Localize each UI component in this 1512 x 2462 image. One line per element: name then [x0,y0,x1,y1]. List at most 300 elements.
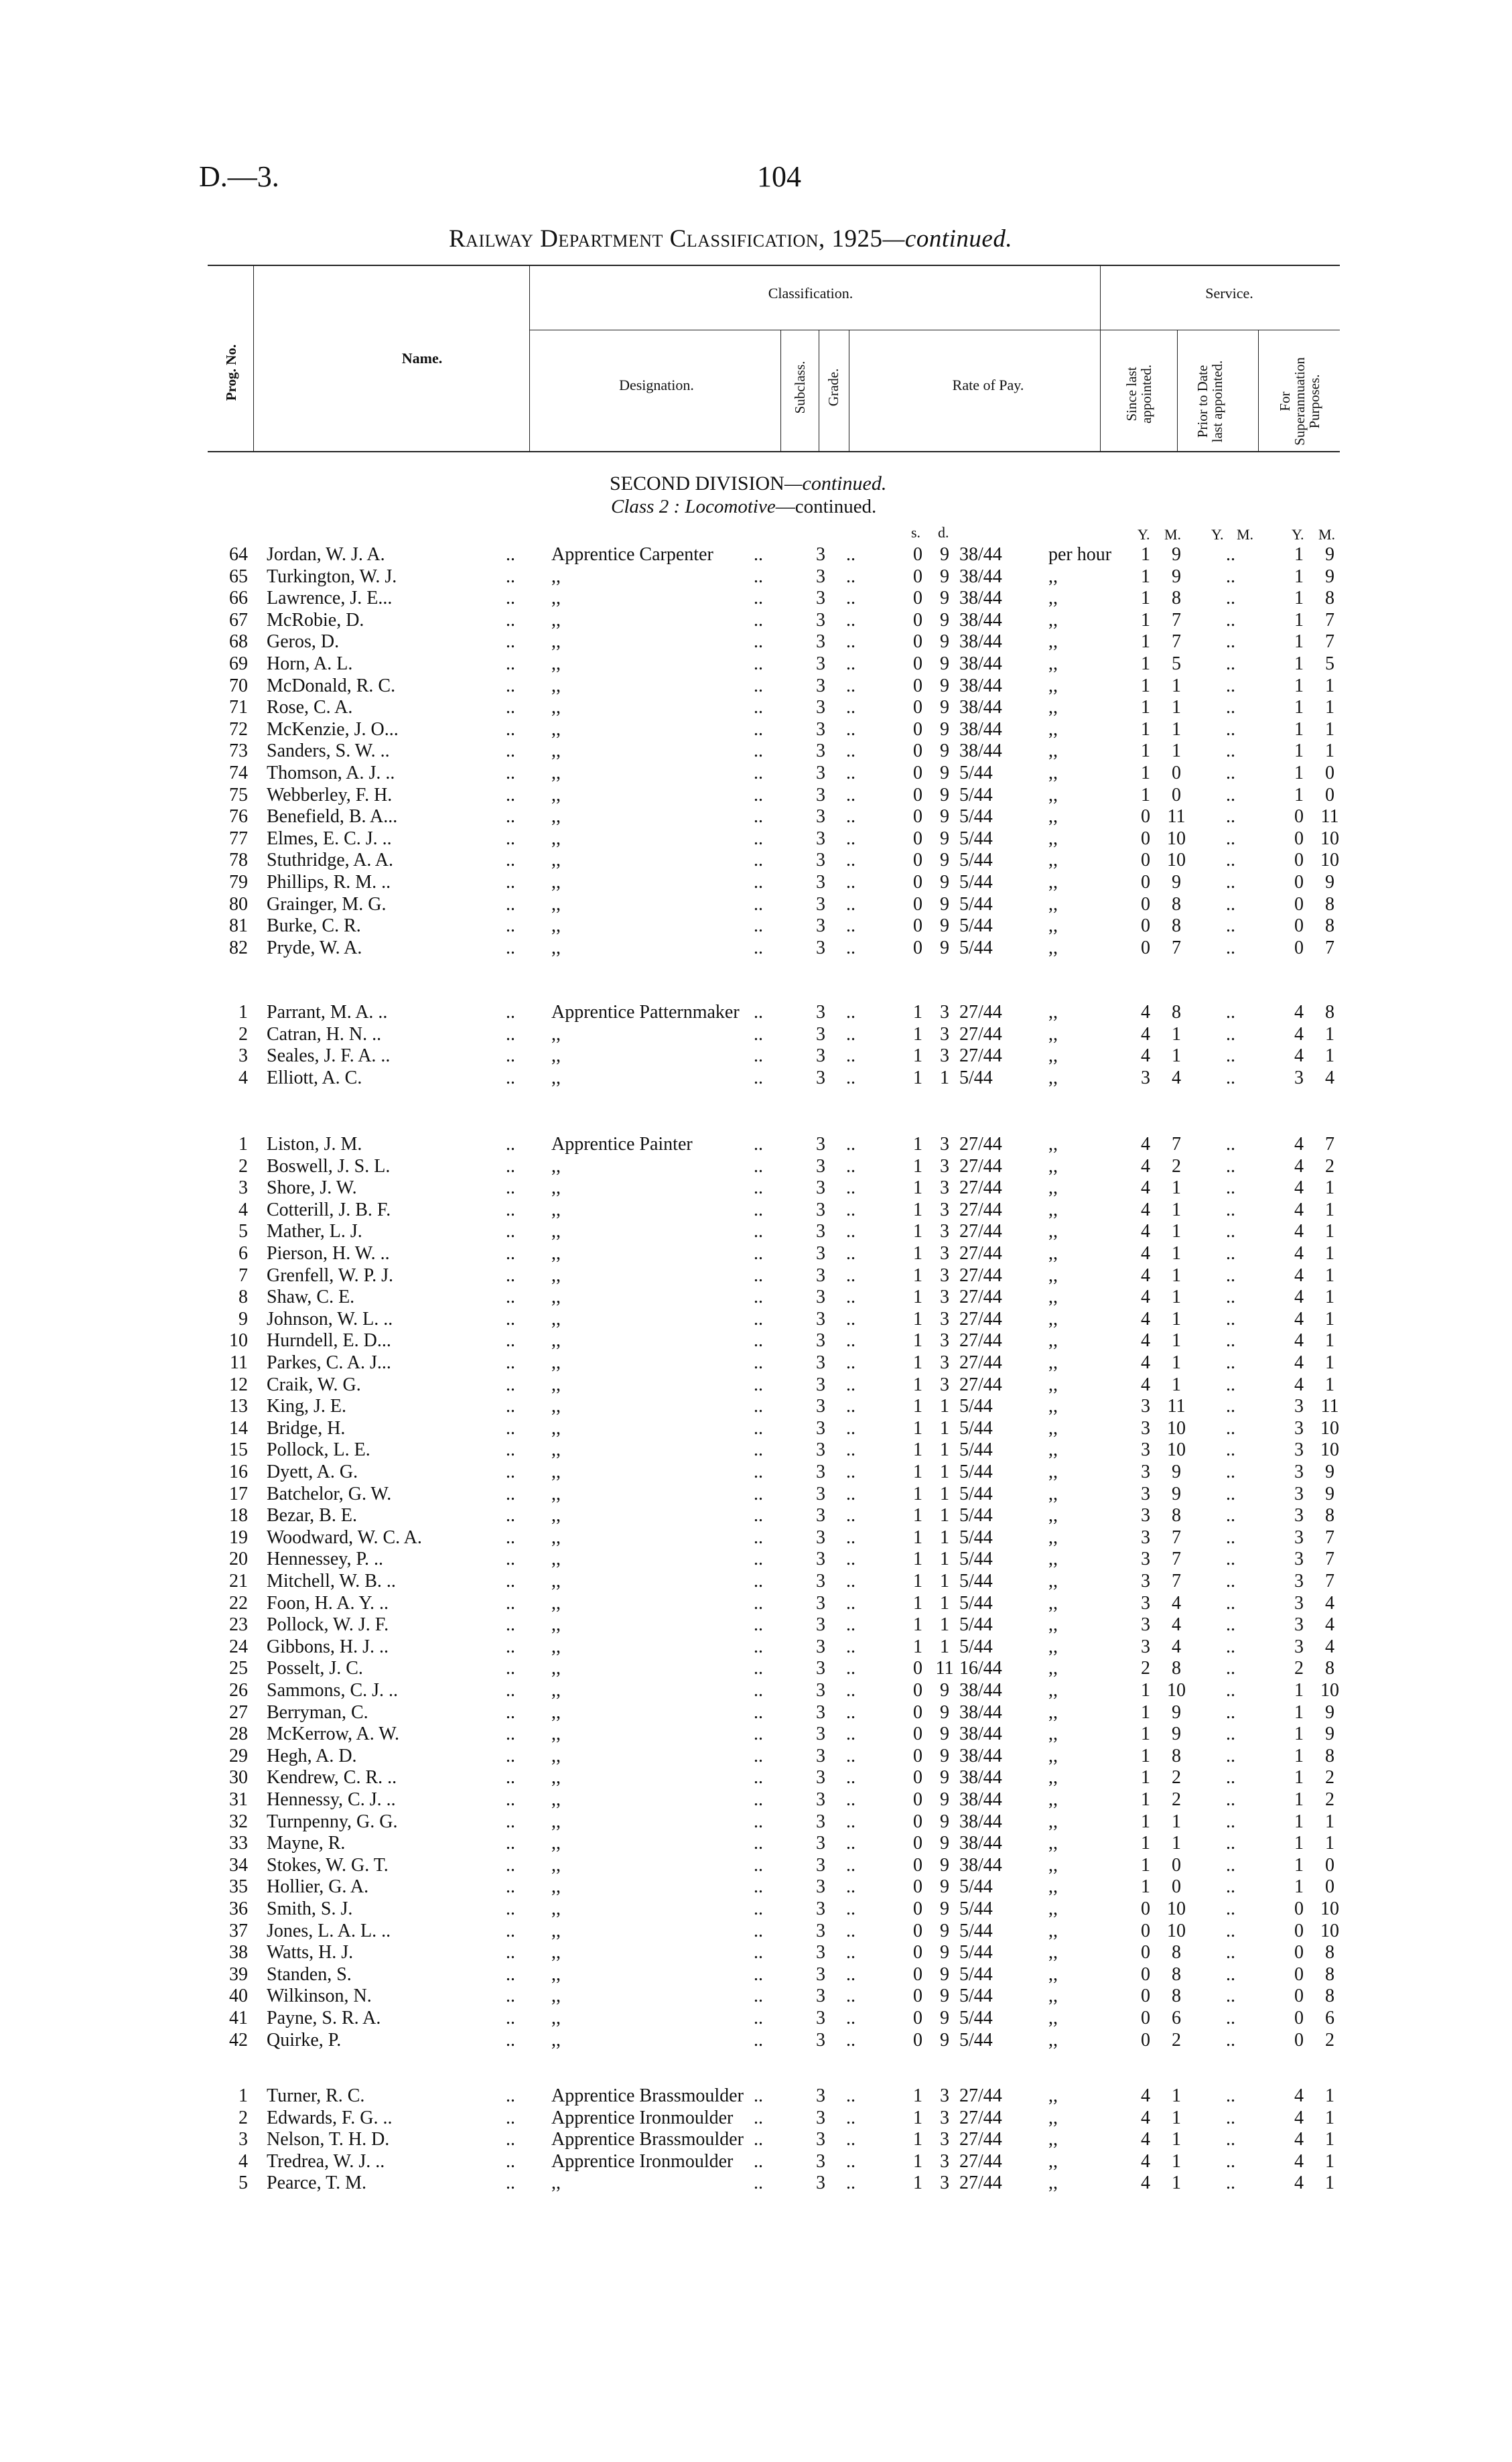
header-designation: Designation. [619,377,694,393]
cell-rate-fraction: 27/44 [959,1265,1002,1286]
cell-since-months: 9 [1172,1724,1181,1745]
cell-rate-pence: 3 [940,2129,949,2150]
table-row [0,1462,1512,1484]
cell-since-months: 8 [1172,1658,1181,1679]
cell-rate-shillings: 0 [913,784,922,805]
leader-dots: .. [754,1571,763,1592]
cell-rate-shillings: 0 [913,2008,922,2028]
cell-designation: ,, [551,850,561,871]
cell-designation: ,, [551,1505,561,1527]
cell-prog-no: 67 [229,609,248,631]
leader-dots: .. [1226,2173,1235,2194]
cell-since-years: 4 [1141,1287,1150,1308]
cell-super-months: 2 [1325,1155,1334,1177]
cell-prog-no: 16 [229,1462,248,1482]
cell-rate-pence: 3 [940,1221,949,1242]
cell-rate-fraction: 5/44 [959,1417,993,1439]
cell-rate-fraction: 5/44 [959,828,993,849]
leader-dots: .. [506,1243,515,1264]
cell-rate-fraction: 5/44 [959,806,993,828]
cell-super-months: 5 [1325,653,1334,674]
table-row [0,740,1512,763]
leader-dots: .. [754,631,763,653]
cell-rate-per: ,, [1048,915,1058,937]
cell-super-months: 7 [1325,1527,1334,1548]
cell-rate-fraction: 27/44 [959,1374,1002,1395]
leader-dots: .. [506,1592,515,1614]
cell-rate-shillings: 1 [913,1505,922,1527]
cell-rate-fraction: 5/44 [959,1483,993,1504]
cell-super-years: 1 [1294,653,1304,674]
cell-rate-fraction: 16/44 [959,1658,1002,1679]
cell-rate-pence: 9 [940,1920,949,1941]
leader-dots: .. [506,1330,515,1352]
cell-since-years: 1 [1141,588,1150,609]
table-row [0,1287,1512,1309]
cell-prog-no: 23 [229,1614,248,1636]
cell-subclass: 3 [816,653,825,674]
cell-super-years: 4 [1294,1134,1304,1155]
table-row [0,1243,1512,1265]
leader-dots: .. [1226,1221,1235,1242]
leader-dots: .. [754,1986,763,2007]
cell-subclass: 3 [816,1287,825,1308]
cell-super-months: 7 [1325,1134,1334,1155]
table-row [0,1045,1512,1067]
cell-rate-per: ,, [1048,718,1058,740]
leader-dots: .. [846,1789,855,1810]
cell-name: Shaw, C. E. [267,1287,355,1308]
cell-rate-fraction: 5/44 [959,1527,993,1548]
leader-dots: .. [1226,784,1235,805]
leader-dots: .. [506,937,515,958]
cell-since-months: 4 [1172,1067,1181,1088]
cell-subclass: 3 [816,697,825,718]
leader-dots: .. [1226,1636,1235,1657]
cell-subclass: 3 [816,566,825,587]
leader-dots: .. [506,1680,515,1701]
cell-designation: ,, [551,1527,561,1548]
leader-dots: .. [506,1854,515,1876]
leader-dots: .. [846,1374,855,1395]
cell-rate-shillings: 0 [913,763,922,783]
cell-since-months: 8 [1172,1505,1181,1527]
cell-rate-shillings: 0 [913,828,922,849]
cell-rate-fraction: 27/44 [959,1177,1002,1199]
cell-super-months: 4 [1325,1067,1334,1088]
cell-super-years: 1 [1294,1767,1304,1789]
cell-designation: ,, [551,1396,561,1417]
leader-dots: .. [754,1636,763,1657]
leader-dots: .. [754,675,763,696]
table-row [0,1330,1512,1352]
cell-designation: ,, [551,1265,561,1286]
cell-designation: ,, [551,1963,561,1985]
cell-subclass: 3 [816,1265,825,1286]
cell-super-years: 0 [1294,1898,1304,1919]
cell-name: Edwards, F. G. .. [267,2107,393,2128]
cell-designation: ,, [551,1724,561,1745]
leader-dots: .. [846,1636,855,1657]
leader-dots: .. [754,850,763,871]
cell-subclass: 3 [816,718,825,740]
cell-rate-pence: 3 [940,1199,949,1220]
cell-prog-no: 81 [229,915,248,937]
cell-designation: ,, [551,1067,561,1088]
cell-prog-no: 8 [238,1287,248,1308]
leader-dots: .. [846,1505,855,1527]
header-since-last: Since last appointed. [1123,364,1154,424]
cell-super-years: 3 [1294,1571,1304,1592]
cell-rate-pence: 3 [940,2150,949,2172]
cell-rate-fraction: 5/44 [959,2008,993,2028]
leader-dots: .. [506,1767,515,1789]
leader-dots: .. [846,1265,855,1286]
leader-dots: .. [846,1352,855,1373]
cell-designation: ,, [551,1023,561,1045]
cell-rate-shillings: 1 [913,2107,922,2128]
cell-rate-per: ,, [1048,1963,1058,1985]
leader-dots: .. [754,1527,763,1548]
cell-rate-fraction: 27/44 [959,1221,1002,1242]
leader-dots: .. [1226,1592,1235,1614]
cell-rate-fraction: 27/44 [959,2150,1002,2172]
cell-subclass: 3 [816,1876,825,1898]
cell-since-years: 4 [1141,1002,1150,1023]
cell-rate-per: ,, [1048,1854,1058,1876]
leader-dots: .. [846,1963,855,1985]
cell-since-years: 0 [1141,1920,1150,1941]
cell-since-months: 1 [1172,1352,1181,1373]
cell-rate-fraction: 27/44 [959,1155,1002,1177]
cell-subclass: 3 [816,937,825,958]
cell-name: Hegh, A. D. [267,1745,357,1766]
cell-rate-pence: 9 [940,588,949,609]
cell-since-months: 1 [1172,1833,1181,1854]
cell-rate-shillings: 0 [913,566,922,587]
leader-dots: .. [1226,872,1235,893]
cell-rate-shillings: 0 [913,1986,922,2007]
leader-dots: .. [1226,806,1235,828]
cell-rate-fraction: 38/44 [959,566,1002,587]
cell-designation: ,, [551,653,561,674]
cell-super-months: 8 [1325,1963,1334,1985]
leader-dots: .. [754,1898,763,1919]
cell-name: Hurndell, E. D... [267,1330,391,1352]
cell-super-months: 4 [1325,1592,1334,1614]
cell-designation: ,, [551,1155,561,1177]
leader-dots: .. [846,675,855,696]
leader-dots: .. [1226,653,1235,674]
cell-subclass: 3 [816,1396,825,1417]
cell-since-years: 1 [1141,1701,1150,1723]
leader-dots: .. [846,2008,855,2028]
cell-subclass: 3 [816,1854,825,1876]
cell-designation: ,, [551,1767,561,1789]
cell-rate-per: ,, [1048,2008,1058,2028]
cell-prog-no: 66 [229,588,248,609]
cell-rate-fraction: 27/44 [959,2107,1002,2128]
cell-super-months: 1 [1325,2150,1334,2172]
cell-super-years: 1 [1294,763,1304,783]
cell-super-months: 9 [1325,872,1334,893]
cell-subclass: 3 [816,1439,825,1461]
cell-designation: ,, [551,1701,561,1723]
cell-rate-per: ,, [1048,1023,1058,1045]
cell-super-years: 0 [1294,937,1304,958]
cell-rate-pence: 9 [940,1789,949,1810]
cell-subclass: 3 [816,1920,825,1941]
cell-name: Parrant, M. A. .. [267,1002,388,1023]
leader-dots: .. [1226,1199,1235,1220]
cell-designation: ,, [551,872,561,893]
leader-dots: .. [1226,1571,1235,1592]
cell-super-months: 8 [1325,1505,1334,1527]
class-label: Class 2 : [611,496,681,517]
cell-name: Cotterill, J. B. F. [267,1199,391,1220]
cell-since-months: 7 [1172,1571,1181,1592]
cell-name: Smith, S. J. [267,1898,353,1919]
leader-dots: .. [506,1155,515,1177]
cell-name: Johnson, W. L. .. [267,1308,393,1330]
unit-months-prior: M. [1237,526,1254,543]
leader-dots: .. [506,1549,515,1570]
leader-dots: .. [754,1417,763,1439]
cell-super-years: 1 [1294,784,1304,805]
cell-designation: ,, [551,1177,561,1199]
cell-since-months: 1 [1172,740,1181,762]
cell-designation: ,, [551,609,561,631]
cell-rate-pence: 9 [940,806,949,828]
leader-dots: .. [846,1876,855,1898]
cell-since-years: 4 [1141,1352,1150,1373]
leader-dots: .. [846,1462,855,1482]
cell-since-months: 9 [1172,1483,1181,1504]
cell-since-months: 1 [1172,675,1181,696]
leader-dots: .. [1226,2150,1235,2172]
table-row [0,2173,1512,2195]
leader-dots: .. [846,1658,855,1679]
cell-rate-shillings: 1 [913,1636,922,1657]
leader-dots: .. [754,1308,763,1330]
page-title [449,224,1012,253]
cell-name: Dyett, A. G. [267,1462,358,1482]
cell-name: Hollier, G. A. [267,1876,369,1898]
cell-designation: ,, [551,1462,561,1482]
cell-super-months: 2 [1325,1767,1334,1789]
cell-rate-shillings: 1 [913,1614,922,1636]
cell-name: Stuthridge, A. A. [267,850,394,871]
leader-dots: .. [506,1023,515,1045]
cell-super-months: 10 [1320,1920,1339,1941]
cell-rate-pence: 9 [940,915,949,937]
cell-since-months: 7 [1172,937,1181,958]
cell-super-months: 1 [1325,697,1334,718]
cell-name: Berryman, C. [267,1701,368,1723]
leader-dots: .. [846,828,855,849]
leader-dots: .. [754,718,763,740]
cell-since-years: 1 [1141,631,1150,653]
cell-subclass: 3 [816,850,825,871]
cell-super-months: 1 [1325,1221,1334,1242]
cell-rate-per: ,, [1048,1134,1058,1155]
cell-super-months: 8 [1325,1002,1334,1023]
cell-prog-no: 22 [229,1592,248,1614]
cell-since-years: 4 [1141,1045,1150,1067]
cell-name: Phillips, R. M. .. [267,872,391,893]
cell-super-months: 1 [1325,1199,1334,1220]
cell-rate-pence: 9 [940,1986,949,2007]
leader-dots: .. [754,1221,763,1242]
cell-designation: ,, [551,1221,561,1242]
cell-since-years: 3 [1141,1527,1150,1548]
leader-dots: .. [506,1701,515,1723]
leader-dots: .. [1226,763,1235,783]
leader-dots: .. [754,1155,763,1177]
cell-rate-fraction: 27/44 [959,1045,1002,1067]
leader-dots: .. [846,1614,855,1636]
cell-rate-fraction: 5/44 [959,1963,993,1985]
cell-subclass: 3 [816,1002,825,1023]
leader-dots: .. [846,2107,855,2128]
cell-prog-no: 15 [229,1439,248,1461]
cell-since-years: 4 [1141,1308,1150,1330]
cell-designation: ,, [551,1614,561,1636]
leader-dots: .. [754,1724,763,1745]
cell-super-years: 0 [1294,915,1304,937]
table-row [0,631,1512,653]
cell-designation: ,, [551,1789,561,1810]
leader-dots: .. [1226,1134,1235,1155]
cell-super-months: 1 [1325,1352,1334,1373]
cell-name: Pearce, T. M. [267,2173,367,2194]
cell-super-months: 1 [1325,1243,1334,1264]
leader-dots: .. [506,1811,515,1832]
cell-since-months: 1 [1172,1177,1181,1199]
leader-dots: .. [754,1045,763,1067]
leader-dots: .. [754,2173,763,2194]
cell-name: Gibbons, H. J. .. [267,1636,389,1657]
cell-rate-pence: 11 [935,1658,954,1679]
leader-dots: .. [846,1986,855,2007]
leader-dots: .. [506,566,515,587]
table-row [0,1636,1512,1659]
cell-subclass: 3 [816,1221,825,1242]
cell-rate-pence: 1 [940,1439,949,1461]
cell-rate-per: ,, [1048,1308,1058,1330]
leader-dots: .. [506,784,515,805]
cell-name: Turner, R. C. [267,2085,365,2106]
leader-dots: .. [1226,1680,1235,1701]
leader-dots: .. [846,718,855,740]
cell-since-years: 1 [1141,1789,1150,1810]
cell-rate-per: ,, [1048,1789,1058,1810]
leader-dots: .. [846,1767,855,1789]
cell-prog-no: 29 [229,1745,248,1766]
cell-subclass: 3 [816,1658,825,1679]
leader-dots: .. [506,915,515,937]
cell-super-years: 3 [1294,1439,1304,1461]
cell-since-months: 1 [1172,2173,1181,2194]
table-row [0,697,1512,719]
leader-dots: .. [1226,1023,1235,1045]
cell-prog-no: 34 [229,1854,248,1876]
leader-dots: .. [1226,1614,1235,1636]
cell-since-months: 1 [1172,1199,1181,1220]
leader-dots: .. [846,1833,855,1854]
cell-since-years: 3 [1141,1439,1150,1461]
cell-designation: ,, [551,1199,561,1220]
cell-rate-fraction: 38/44 [959,1745,1002,1766]
cell-rate-pence: 3 [940,1023,949,1045]
cell-name: Bezar, B. E. [267,1505,357,1527]
cell-super-years: 4 [1294,1374,1304,1395]
cell-super-years: 3 [1294,1614,1304,1636]
cell-prog-no: 4 [238,1067,248,1088]
cell-subclass: 3 [816,2129,825,2150]
leader-dots: .. [1226,1527,1235,1548]
table-row [0,1374,1512,1397]
cell-since-years: 3 [1141,1417,1150,1439]
cell-since-months: 0 [1172,1854,1181,1876]
cell-name: Geros, D. [267,631,340,653]
cell-name: Webberley, F. H. [267,784,393,805]
cell-super-years: 4 [1294,1287,1304,1308]
leader-dots: .. [1226,1352,1235,1373]
table-row [0,2129,1512,2151]
table-row [0,937,1512,960]
cell-name: Kendrew, C. R. .. [267,1767,397,1789]
cell-prog-no: 64 [229,544,248,565]
cell-rate-per: ,, [1048,609,1058,631]
cell-since-years: 0 [1141,2029,1150,2051]
cell-subclass: 3 [816,915,825,937]
cell-since-years: 0 [1141,1942,1150,1963]
cell-super-years: 1 [1294,1854,1304,1876]
cell-since-years: 4 [1141,1199,1150,1220]
cell-rate-pence: 3 [940,1352,949,1373]
cell-subclass: 3 [816,675,825,696]
cell-prog-no: 4 [238,2150,248,2172]
cell-rate-pence: 9 [940,1833,949,1854]
cell-rate-per: ,, [1048,1221,1058,1242]
leader-dots: .. [506,1876,515,1898]
cell-since-years: 1 [1141,697,1150,718]
table-row [0,588,1512,610]
cell-super-months: 9 [1325,1701,1334,1723]
cell-since-months: 1 [1172,2107,1181,2128]
cell-rate-fraction: 5/44 [959,872,993,893]
leader-dots: .. [1226,1789,1235,1810]
leader-dots: .. [506,1898,515,1919]
cell-rate-pence: 9 [940,1898,949,1919]
cell-name: Pierson, H. W. .. [267,1243,390,1264]
leader-dots: .. [506,2150,515,2172]
leader-dots: .. [506,806,515,828]
cell-since-years: 4 [1141,1221,1150,1242]
cell-subclass: 3 [816,2150,825,2172]
col-divider [253,265,254,451]
cell-prog-no: 2 [238,1155,248,1177]
leader-dots: .. [846,1155,855,1177]
cell-prog-no: 32 [229,1811,248,1832]
leader-dots: .. [846,784,855,805]
cell-rate-shillings: 0 [913,2029,922,2051]
leader-dots: .. [1226,1308,1235,1330]
leader-dots: .. [846,1308,855,1330]
leader-dots: .. [846,1417,855,1439]
cell-rate-shillings: 0 [913,1854,922,1876]
